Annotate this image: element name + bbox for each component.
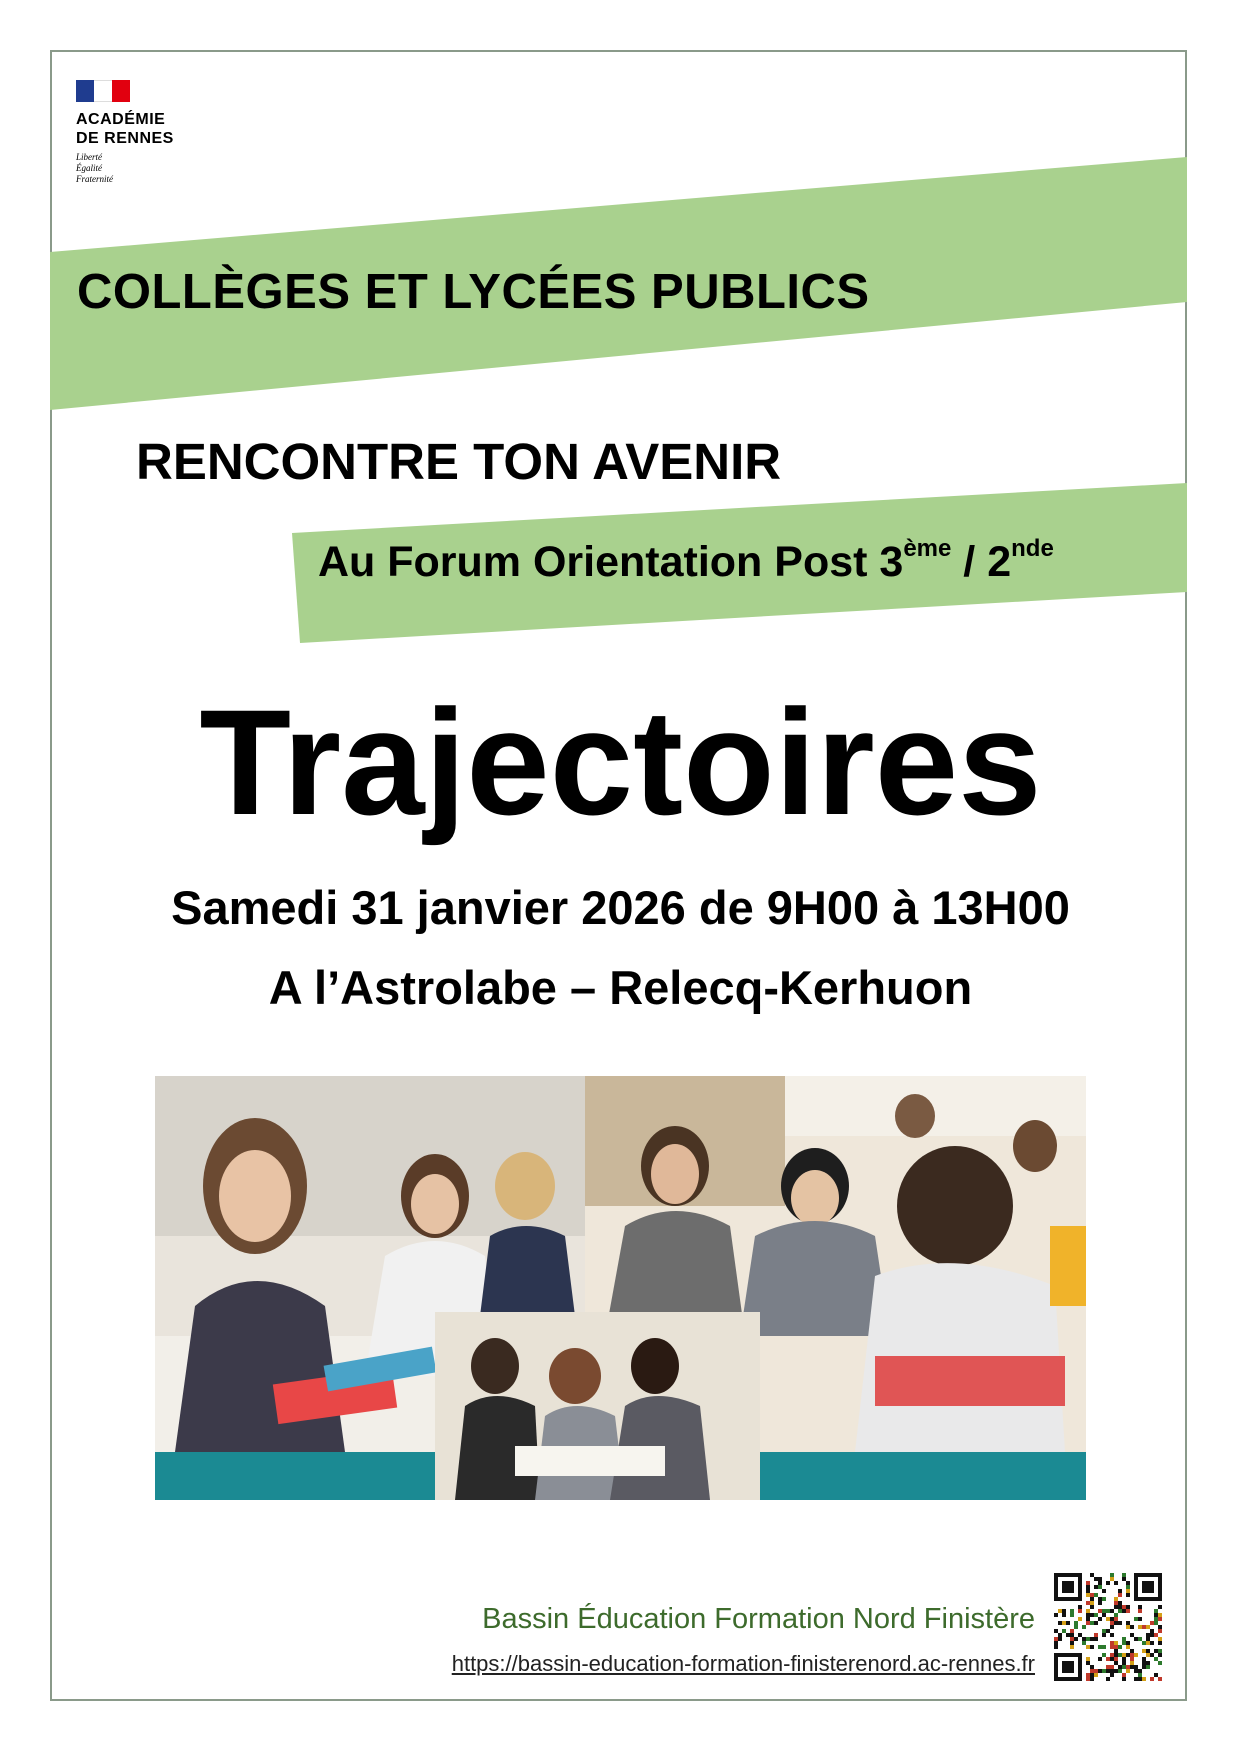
organization-name: Bassin Éducation Formation Nord Finistère — [482, 1603, 1035, 1635]
forum-mid: / 2 — [951, 538, 1012, 586]
french-flag-icon — [76, 80, 130, 102]
event-place: A l’Astrolabe – Relecq-Kerhuon — [268, 961, 973, 1014]
event-title: Trajectoires — [199, 678, 1042, 846]
logo-line-1: ACADÉMIE — [76, 111, 166, 128]
forum-heading — [318, 535, 1054, 587]
logo-line-2: DE RENNES — [76, 130, 174, 147]
logo-motto — [76, 152, 206, 185]
organization-url[interactable]: https://bassin-education-formation-finisterenord.ac-rennes.fr — [451, 1651, 1035, 1676]
students-photo-collage — [155, 1076, 1086, 1500]
meet-heading: RENCONTRE TON AVENIR — [136, 433, 782, 490]
event-date: Samedi 31 janvier 2026 de 9H00 à 13H00 — [171, 881, 1070, 934]
forum-sup-2nde: nde — [1011, 535, 1054, 562]
motto-egalite: Égalité — [76, 163, 102, 173]
forum-sup-3eme: ème — [903, 535, 952, 562]
academie-logo — [76, 80, 206, 185]
schools-heading: COLLÈGES ET LYCÉES PUBLICS — [77, 265, 870, 319]
forum-prefix: Au Forum Orientation Post 3 — [318, 538, 904, 586]
teal-strip-left — [155, 1452, 435, 1500]
motto-liberte: Liberté — [76, 152, 102, 162]
qr-code-icon[interactable] — [1054, 1573, 1162, 1681]
teal-strip-right — [760, 1452, 1086, 1500]
motto-fraternite: Fraternité — [76, 174, 113, 184]
